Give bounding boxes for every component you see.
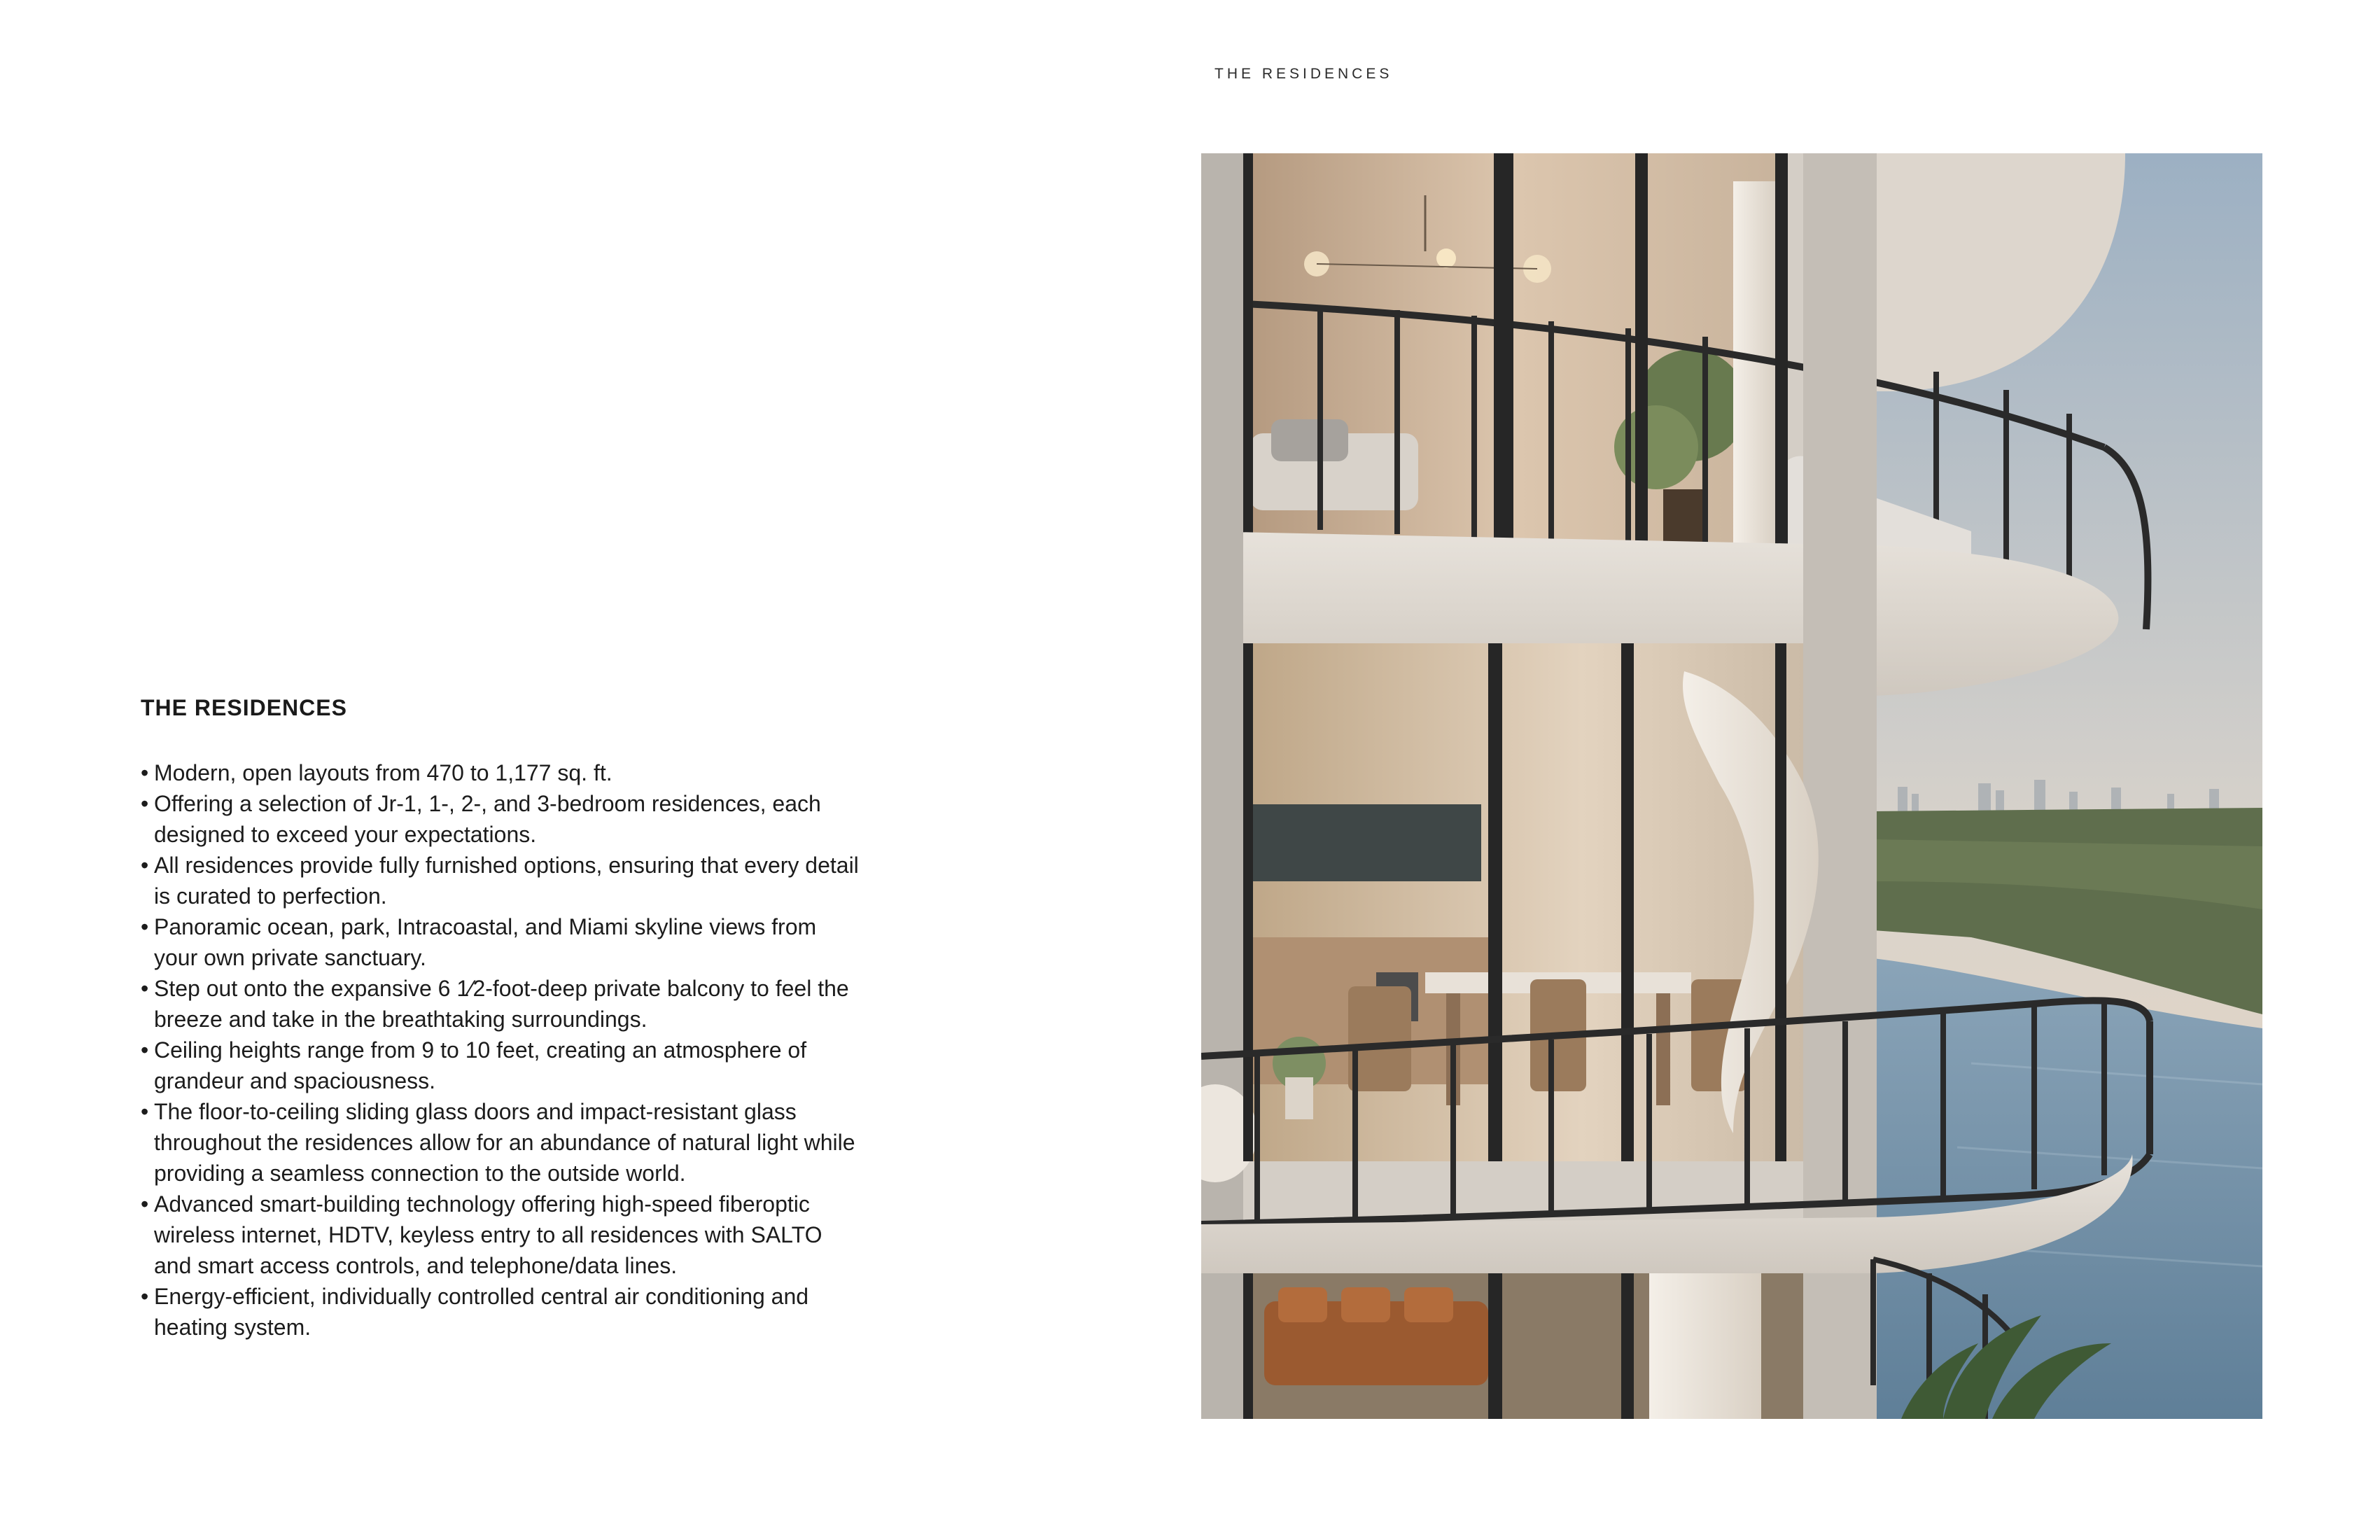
- feature-item: • Energy-efficient, individually controlled central air conditioning and heating system.: [141, 1281, 862, 1343]
- feature-item: • Step out onto the expansive 6 1⁄2-foot-deep private balcony to feel the breeze and take in the breathtaking surroundings.: [141, 973, 862, 1035]
- bullet-icon: •: [141, 914, 149, 939]
- residences-text-block: [141, 695, 862, 1343]
- bullet-icon: •: [141, 791, 149, 816]
- balcony-rendering-image: [1201, 153, 2262, 1419]
- bullet-icon: •: [141, 1037, 149, 1063]
- feature-item: • Ceiling heights range from 9 to 10 feet, creating an atmosphere of grandeur and spaciousness.: [141, 1035, 862, 1096]
- bullet-icon: •: [141, 853, 149, 878]
- feature-item: • Modern, open layouts from 470 to 1,177 sq. ft.: [141, 757, 862, 788]
- feature-item: • Offering a selection of Jr-1, 1-, 2-, and 3-bedroom residences, each designed to exceed your expectations.: [141, 788, 862, 850]
- feature-item: • The floor-to-ceiling sliding glass doors and impact-resistant glass throughout the residences allow for an abundance of natural light while providing a seamless connection to the outside world.: [141, 1096, 862, 1189]
- feature-item: • Panoramic ocean, park, Intracoastal, and Miami skyline views from your own private sanctuary.: [141, 911, 862, 973]
- feature-list: [141, 757, 862, 1343]
- bullet-icon: •: [141, 1284, 149, 1309]
- bullet-icon: •: [141, 976, 149, 1001]
- bullet-icon: •: [141, 760, 149, 785]
- section-heading: THE RESIDENCES: [141, 695, 347, 720]
- feature-item: • All residences provide fully furnished options, ensuring that every detail is curated to perfection.: [141, 850, 862, 911]
- bullet-icon: •: [141, 1099, 149, 1124]
- bullet-icon: •: [141, 1191, 149, 1217]
- feature-item: • Advanced smart-building technology offering high-speed fiberoptic wireless internet, HDTV, keyless entry to all residences with SALTO and smart access controls, and telephone/data lines.: [141, 1189, 862, 1281]
- running-header: THE RESIDENCES: [1214, 66, 1393, 82]
